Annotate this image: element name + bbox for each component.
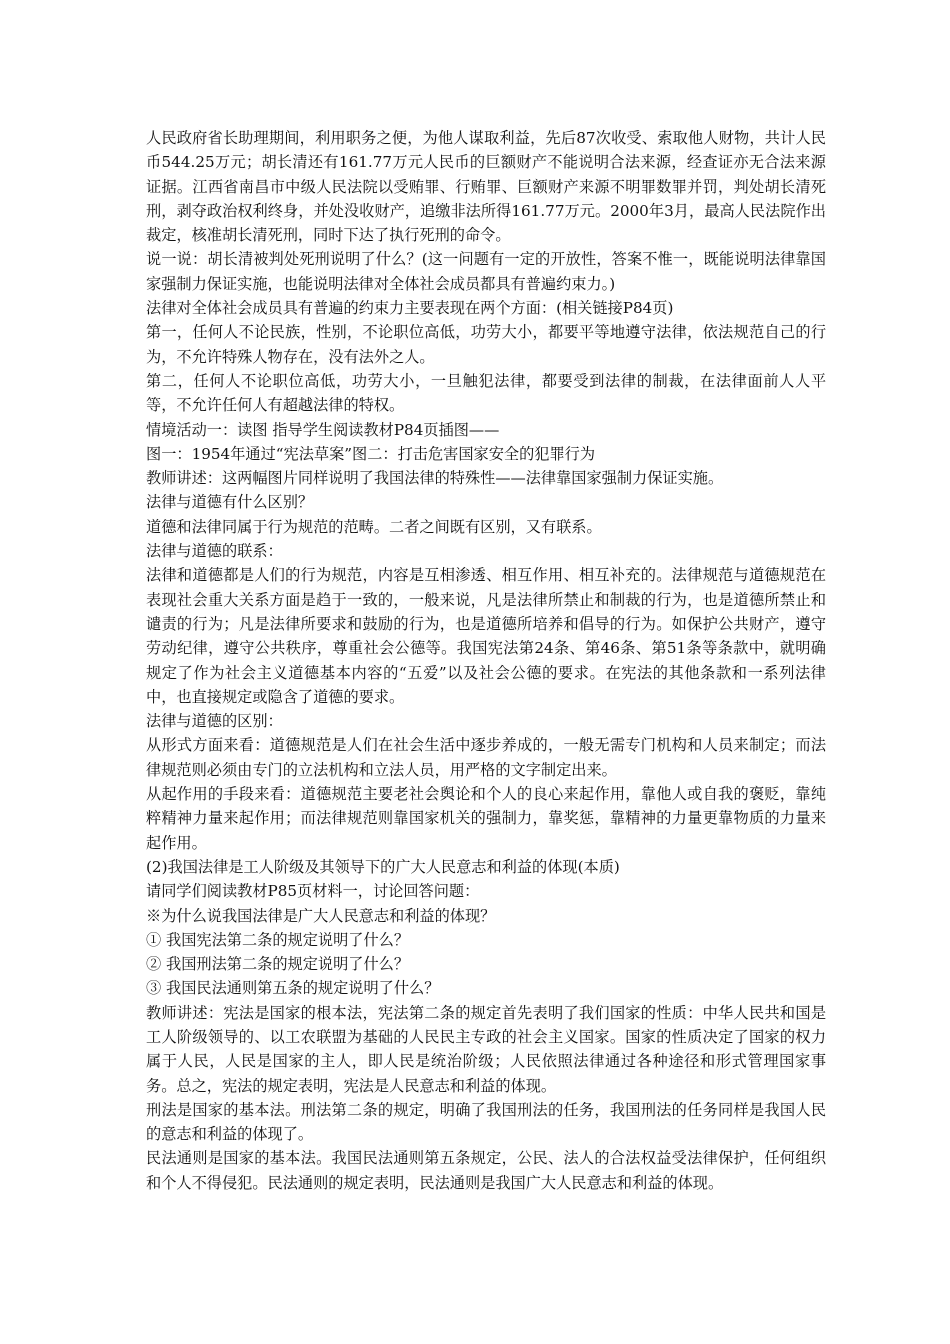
paragraph-reading-task: 请同学们阅读教材P85页材料一，讨论回答问题： xyxy=(146,882,480,901)
paragraph-first-point: 第一，任何人不论民族，性别，不论职位高低，功劳大小，都要平等地遵守法律，依法规范自己的行为，不允许特殊人物存在，没有法外之人。 xyxy=(146,323,826,366)
paragraph-teacher-note-figures: 教师讲述：这两幅图片同样说明了我国法律的特殊性——法律靠国家强制力保证实施。 xyxy=(146,469,724,488)
paragraph-difference-means: 从起作用的手段来看：道德规范主要老社会舆论和个人的良心来起作用，靠他人或自我的褒贬，靠纯粹精神力量来起作用；而法律规范则靠国家机关的强制力，靠奖惩，靠精神的力量更靠物质的力量来起作用。 xyxy=(146,785,826,852)
paragraph-criminal-law-note: 刑法是国家的基本法。刑法第二条的规定，明确了我国刑法的任务，我国刑法的任务同样是我国人民的意志和利益的体现了。 xyxy=(146,1100,826,1144)
heading-connection: 法律与道德的联系： xyxy=(146,542,283,561)
paragraph-second-point: 第二，任何人不论职位高低，功劳大小，一旦触犯法律，都要受到法律的制裁，在法律面前人人平等，不允许任何人有超越法律的特权。 xyxy=(146,371,826,415)
paragraph-discussion-question: 说一说：胡长清被判处死刑说明了什么？(这一问题有一定的开放性，答案不惟一，既能说明法律靠国家强制力保证实施，也能说明法律对全体社会成员都具有普遍约束力。) xyxy=(146,250,826,293)
question-item-2: ② 我国刑法第二条的规定说明了什么？ xyxy=(146,955,410,974)
paragraph-figure-captions: 图一：1954年通过“宪法草案”图二：打击危害国家安全的犯罪行为 xyxy=(146,444,596,463)
paragraph-behavior-norms: 道德和法律同属于行为规范的范畴。二者之间既有区别，又有联系。 xyxy=(146,517,602,536)
question-item-3: ③ 我国民法通则第五条的规定说明了什么？ xyxy=(146,979,440,998)
paragraph-constitution-note: 教师讲述：宪法是国家的根本法，宪法第二条的规定首先表明了我们国家的性质：中华人民共和国是工人阶级领导的、以工农联盟为基础的人民民主专政的社会主义国家。国家的性质决定了国家的权力属于人民，人民是国家的主人，即人民是统治阶级；人民依照法律通过各种途径和形式管理国家事务。总之，宪法的规定表明，宪法是人民意志和利益的体现。 xyxy=(146,1003,826,1095)
paragraph-activity-one: 情境活动一：读图 指导学生阅读教材P84页插图—— xyxy=(146,420,500,439)
paragraph-binding-force-intro: 法律对全体社会成员具有普遍的约束力主要表现在两个方面：(相关链接P84页) xyxy=(146,299,674,318)
paragraph-connection-body: 法律和道德都是人们的行为规范，内容是互相渗透、相互作用、相互补充的。法律规范与道德规范在表现社会重大关系方面是趋于一致的，一般来说，凡是法律所禁止和制裁的行为，也是道德所禁止和谴责的行为；凡是法律所要求和鼓励的行为，也是道德所培养和倡导的行为。如保护公共财产，遵守劳动纪律，遵守公共秩序，尊重社会公德等。我国宪法第24条、第46条、第51条等条款中，就明确规定了作为社会主义道德基本内容的“五爱”以及社会公德的要求。在宪法的其他条款和一系列法律中，也直接规定或隐含了道德的要求。 xyxy=(146,566,826,706)
paragraph-difference-form: 从形式方面来看：道德规范是人们在社会生活中逐步养成的，一般无需专门机构和人员来制定；而法律规范则必须由专门的立法机构和立法人员，用严格的文字制定出来。 xyxy=(146,736,826,779)
question-item-1: ① 我国宪法第二条的规定说明了什么？ xyxy=(146,930,410,949)
heading-law-vs-morality: 法律与道德有什么区别？ xyxy=(146,493,314,512)
document-page xyxy=(146,126,826,1195)
paragraph-main-question: ※为什么说我国法律是广大人民意志和利益的体现？ xyxy=(146,906,496,925)
heading-law-essence: (2)我国法律是工人阶级及其领导下的广大人民意志和利益的体现(本质) xyxy=(146,857,620,876)
heading-difference: 法律与道德的区别： xyxy=(146,712,283,731)
paragraph-hu-changqing-case: 人民政府省长助理期间，利用职务之便，为他人谋取利益，先后87次收受、索取他人财物，共计人民币544.25万元；胡长清还有161.77万元人民币的巨额财产不能说明合法来源，经查证亦无合法来源证据。江西省南昌市中级人民法院以受贿罪、行贿罪、巨额财产来源不明罪数罪并罚，判处胡长清死刑，剥夺政治权利终身，并处没收财产，追缴非法所得161.77万元。2000年3月，最高人民法院作出裁定，核准胡长清死刑，同时下达了执行死刑的命令。 xyxy=(146,129,826,245)
paragraph-civil-law-note: 民法通则是国家的基本法。我国民法通则第五条规定，公民、法人的合法权益受法律保护，任何组织和个人不得侵犯。民法通则的规定表明，民法通则是我国广大人民意志和利益的体现。 xyxy=(146,1149,826,1192)
